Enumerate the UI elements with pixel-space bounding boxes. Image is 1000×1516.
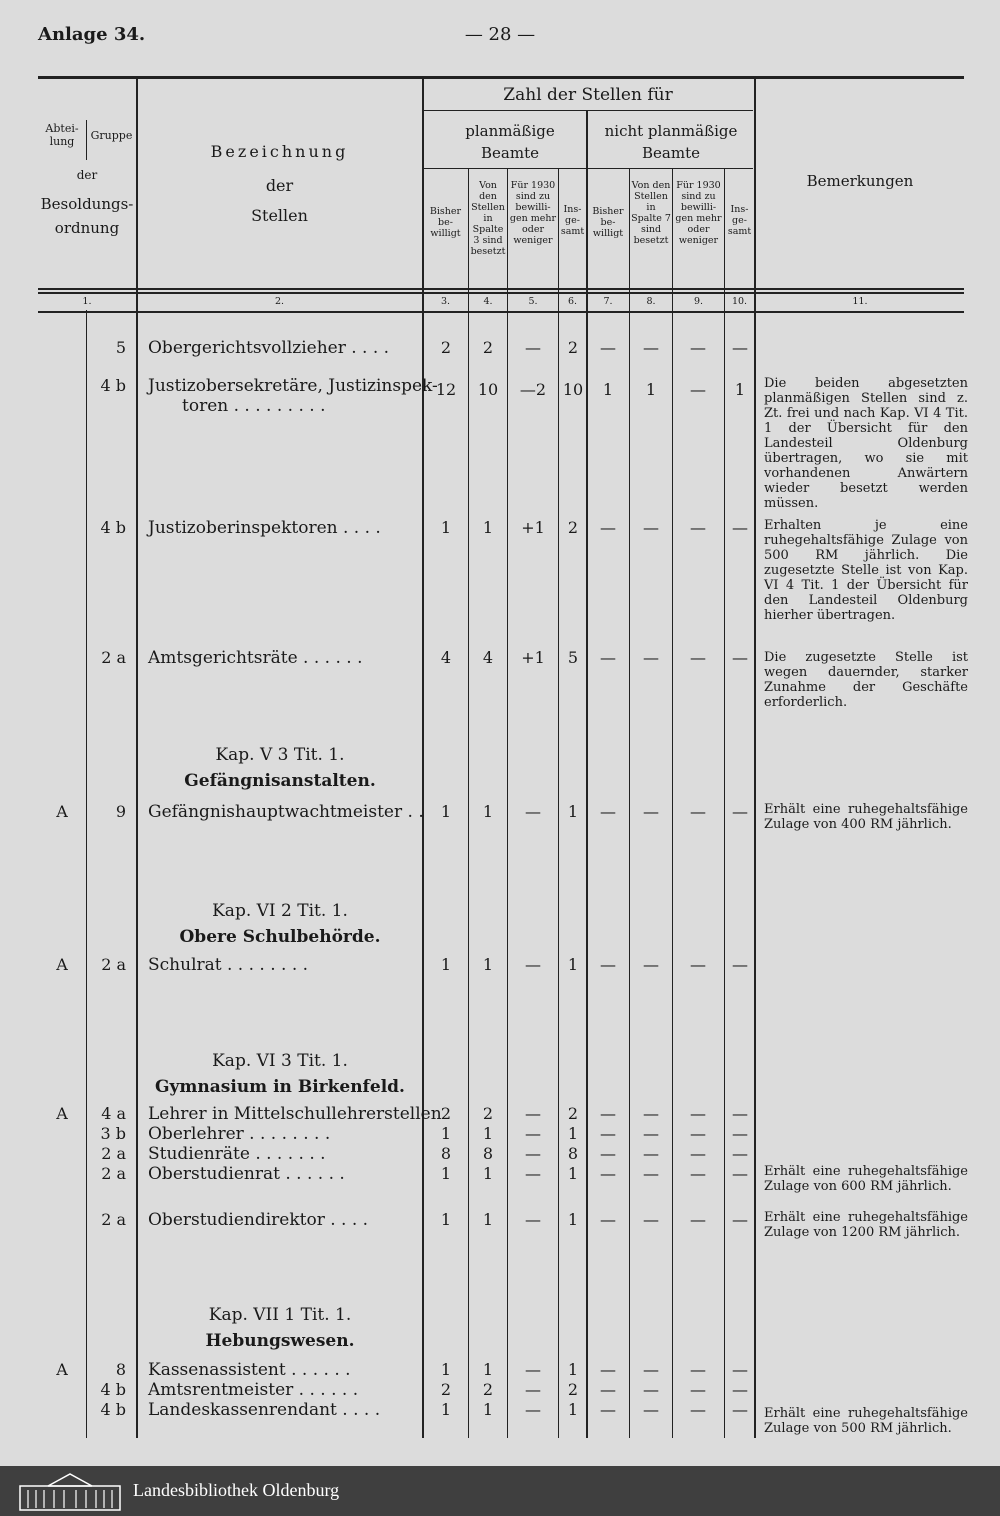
- gruppe-cell: 4 b: [100, 1380, 126, 1399]
- position-name: Lehrer in Mittelschullehrerstellen: [148, 1104, 442, 1124]
- abteilung-cell: A: [56, 1104, 68, 1123]
- header-planm: planmäßige Beamte: [465, 122, 555, 162]
- library-building-icon: [18, 1472, 122, 1512]
- header-fuer1930-2: Für 1930 sind zu bewilli-gen mehr oder weniger: [675, 180, 722, 246]
- value-cell: 1: [567, 1360, 579, 1379]
- value-cell: —: [600, 1360, 616, 1379]
- value-cell: 1: [440, 1164, 452, 1183]
- value-cell: —: [525, 338, 541, 357]
- value-cell: —: [690, 1144, 706, 1163]
- gruppe-cell: 8: [115, 1360, 126, 1379]
- header-bisher-2: Bisher be-willigt: [592, 206, 624, 239]
- header-der: der: [76, 168, 98, 182]
- value-cell: —: [643, 1400, 659, 1419]
- value-cell: —: [690, 1104, 706, 1123]
- value-cell: 1: [602, 380, 614, 399]
- value-cell: 8: [482, 1144, 494, 1163]
- value-cell: —: [643, 1360, 659, 1379]
- position-name: Kassenassistent . . . . . .: [148, 1360, 351, 1380]
- header-bottom-rule: [38, 288, 964, 290]
- value-cell: —: [600, 1380, 616, 1399]
- header-besoldung: Besoldungs-ordnung: [40, 195, 134, 237]
- value-cell: —: [600, 518, 616, 537]
- gruppe-cell: 3 b: [100, 1124, 126, 1143]
- position-name-cont: toren . . . . . . . . .: [182, 396, 326, 416]
- position-name: Gefängnishauptwachtmeister . .: [148, 802, 424, 822]
- position-name: Landeskassenrendant . . . .: [148, 1400, 381, 1420]
- value-cell: —: [643, 955, 659, 974]
- section-heading: [140, 1302, 420, 1354]
- value-cell: 1: [567, 1164, 579, 1183]
- value-cell: —: [600, 1210, 616, 1229]
- value-cell: —: [690, 518, 706, 537]
- value-cell: —: [690, 955, 706, 974]
- value-cell: 1: [440, 1400, 452, 1419]
- header-nichtplanm: nicht planmäßige Beamte: [604, 122, 738, 162]
- library-name: Landesbibliothek Oldenburg: [133, 1480, 340, 1500]
- value-cell: —: [525, 955, 541, 974]
- value-cell: 2: [440, 1380, 452, 1399]
- value-cell: —: [732, 955, 748, 974]
- value-cell: 1: [482, 1360, 494, 1379]
- value-cell: —: [600, 802, 616, 821]
- value-cell: —2: [519, 380, 547, 399]
- colnum-3: 3.: [440, 296, 451, 307]
- value-cell: 1: [482, 1400, 494, 1419]
- remark-text: Die beiden abgesetzten planmäßigen Stellen sind z. Zt. frei und nach Kap. VI 4 Tit. 1 der Übersicht für den Landesteil Oldenburg übertragen, wo sie mit vorhandenen Anwärtern wieder besetzt werden müssen.: [764, 376, 968, 511]
- value-cell: —: [732, 1380, 748, 1399]
- header-bezeichnung-der: der: [265, 176, 294, 195]
- value-cell: —: [643, 648, 659, 667]
- section-heading: [140, 1048, 420, 1100]
- position-name: Amtsrentmeister . . . . . .: [148, 1380, 359, 1400]
- value-cell: 4: [482, 648, 494, 667]
- section-kap: Kap. VI 2 Tit. 1.: [212, 901, 348, 921]
- colnum-10: 10.: [731, 296, 748, 307]
- value-cell: —: [732, 1124, 748, 1143]
- value-cell: 4: [440, 648, 452, 667]
- value-cell: 5: [567, 648, 579, 667]
- value-cell: 10: [562, 380, 584, 399]
- value-cell: —: [643, 1124, 659, 1143]
- value-cell: 2: [440, 338, 452, 357]
- planm-rule: [423, 168, 753, 169]
- gruppe-cell: 5: [115, 338, 126, 357]
- value-cell: 1: [440, 802, 452, 821]
- value-cell: —: [600, 1124, 616, 1143]
- header-abteilung: Abtei-lung: [45, 122, 79, 148]
- value-cell: —: [525, 1380, 541, 1399]
- position-name: Justizobersekretäre, Justizinspek-: [148, 376, 438, 396]
- position-name: Amtsgerichtsräte . . . . . .: [148, 648, 363, 668]
- position-name: Justizoberinspektoren . . . .: [148, 518, 381, 538]
- remark-text: Erhält eine ruhegehaltsfähige Zulage von 400 RM jährlich.: [764, 802, 968, 832]
- value-cell: —: [525, 1400, 541, 1419]
- colnum-7: 7.: [603, 296, 613, 307]
- value-cell: —: [525, 1164, 541, 1183]
- value-cell: 12: [435, 380, 457, 399]
- value-cell: 2: [567, 518, 579, 537]
- value-cell: 1: [567, 1210, 579, 1229]
- value-cell: —: [600, 648, 616, 667]
- value-cell: 10: [477, 380, 499, 399]
- value-cell: —: [732, 648, 748, 667]
- gruppe-cell: 4 b: [100, 1400, 126, 1419]
- col-line-11: [754, 78, 756, 1438]
- col-line-7: [586, 110, 588, 1438]
- value-cell: —: [600, 955, 616, 974]
- colnum-9: 9.: [693, 296, 704, 307]
- value-cell: —: [732, 802, 748, 821]
- value-cell: —: [732, 1210, 748, 1229]
- gruppe-cell: 2 a: [101, 1144, 126, 1163]
- value-cell: —: [643, 518, 659, 537]
- value-cell: 1: [440, 1124, 452, 1143]
- zahl-rule: [423, 110, 753, 111]
- gruppe-cell: 2 a: [101, 1164, 126, 1183]
- section-title: Gymnasium in Birkenfeld.: [155, 1077, 405, 1097]
- gruppe-cell: 2 a: [101, 1210, 126, 1229]
- value-cell: —: [643, 1210, 659, 1229]
- header-von-3: Von den Stellen in Spalte 3 sind besetzt: [470, 180, 506, 257]
- value-cell: —: [525, 1360, 541, 1379]
- value-cell: 8: [440, 1144, 452, 1163]
- colnum-2: 2.: [274, 296, 285, 307]
- value-cell: 1: [645, 380, 657, 399]
- header-gruppe: Gruppe: [90, 129, 133, 142]
- section-kap: Kap. VII 1 Tit. 1.: [208, 1305, 352, 1325]
- value-cell: 2: [567, 338, 579, 357]
- value-cell: —: [600, 1144, 616, 1163]
- value-cell: —: [600, 338, 616, 357]
- value-cell: —: [690, 802, 706, 821]
- value-cell: —: [690, 1380, 706, 1399]
- position-name: Studienräte . . . . . . .: [148, 1144, 326, 1164]
- header-bottom-rule-2: [38, 292, 964, 294]
- value-cell: +1: [521, 648, 545, 667]
- value-cell: —: [643, 338, 659, 357]
- value-cell: —: [525, 1104, 541, 1123]
- value-cell: 1: [482, 1164, 494, 1183]
- value-cell: 2: [482, 1380, 494, 1399]
- value-cell: —: [643, 1104, 659, 1123]
- value-cell: —: [732, 1144, 748, 1163]
- abteilung-cell: A: [56, 955, 68, 974]
- value-cell: 1: [567, 955, 579, 974]
- value-cell: 8: [567, 1144, 579, 1163]
- header-insgesamt-2: Ins-ge-samt: [727, 204, 752, 237]
- value-cell: 2: [567, 1104, 579, 1123]
- value-cell: 1: [567, 802, 579, 821]
- header-fuer1930: Für 1930 sind zu bewilli-gen mehr oder weniger: [509, 180, 557, 246]
- position-name: Obergerichtsvollzieher . . . .: [148, 338, 390, 358]
- value-cell: 2: [482, 338, 494, 357]
- colnum-1: 1.: [82, 296, 92, 307]
- value-cell: —: [643, 1380, 659, 1399]
- value-cell: —: [732, 1164, 748, 1183]
- gruppe-cell: 2 a: [101, 648, 126, 667]
- col-line-3: [422, 78, 424, 1438]
- value-cell: 1: [482, 1124, 494, 1143]
- header-zahl: Zahl der Stellen für: [503, 85, 673, 105]
- gruppe-cell: 4 a: [101, 1104, 126, 1123]
- gruppe-cell: 4 b: [100, 376, 126, 395]
- value-cell: —: [732, 1400, 748, 1419]
- header-von-7: Von den Stellen in Spalte 7 sind besetzt: [631, 180, 671, 246]
- value-cell: 1: [567, 1124, 579, 1143]
- value-cell: —: [600, 1400, 616, 1419]
- remark-text: Die zugesetzte Stelle ist wegen dauernder, starker Zunahme der Geschäfte erforderlich.: [764, 650, 968, 710]
- abteilung-cell: A: [56, 1360, 68, 1379]
- value-cell: —: [690, 1124, 706, 1143]
- value-cell: —: [525, 802, 541, 821]
- value-cell: 1: [482, 518, 494, 537]
- colnum-6: 6.: [567, 296, 578, 307]
- value-cell: —: [643, 1164, 659, 1183]
- value-cell: —: [732, 338, 748, 357]
- section-kap: Kap. VI 3 Tit. 1.: [212, 1051, 348, 1071]
- value-cell: 1: [440, 955, 452, 974]
- value-cell: 1: [440, 518, 452, 537]
- header-bisher: Bisher be-willigt: [429, 206, 462, 239]
- section-heading: [140, 898, 420, 950]
- value-cell: —: [525, 1144, 541, 1163]
- value-cell: 2: [567, 1380, 579, 1399]
- gruppe-cell: 4 b: [100, 518, 126, 537]
- header-stellen: Stellen: [251, 206, 308, 225]
- section-title: Hebungswesen.: [205, 1331, 355, 1351]
- colnum-5: 5.: [528, 296, 538, 307]
- colnum-11: 11.: [852, 296, 868, 307]
- value-cell: 1: [482, 955, 494, 974]
- remark-text: Erhält eine ruhegehaltsfähige Zulage von 600 RM jährlich.: [764, 1164, 968, 1194]
- value-cell: —: [690, 1400, 706, 1419]
- value-cell: 1: [567, 1400, 579, 1419]
- value-cell: —: [643, 802, 659, 821]
- value-cell: —: [732, 1360, 748, 1379]
- value-cell: 1: [440, 1210, 452, 1229]
- value-cell: —: [600, 1104, 616, 1123]
- appendix-label: Anlage 34.: [38, 24, 146, 45]
- value-cell: 1: [482, 802, 494, 821]
- position-name: Oberstudienrat . . . . . .: [148, 1164, 345, 1184]
- value-cell: —: [600, 1164, 616, 1183]
- footer-bar: [0, 1466, 1000, 1516]
- abteilung-cell: A: [56, 802, 68, 821]
- page-number: — 28 —: [464, 24, 536, 45]
- numbers-bottom-rule: [38, 311, 964, 313]
- value-cell: 1: [440, 1360, 452, 1379]
- value-cell: —: [732, 518, 748, 537]
- value-cell: —: [525, 1124, 541, 1143]
- remark-text: Erhalten je eine ruhegehaltsfähige Zulage von 500 RM jährlich. Die zugesetzte Stelle ist von Kap. VI 4 Tit. 1 der Übersicht für den Landesteil Oldenburg hierher übertragen.: [764, 518, 968, 623]
- header-bezeichnung: Bezeichnung: [210, 142, 349, 161]
- value-cell: 2: [482, 1104, 494, 1123]
- header-insgesamt: Ins-ge-samt: [560, 204, 585, 237]
- value-cell: —: [690, 648, 706, 667]
- value-cell: —: [525, 1210, 541, 1229]
- value-cell: 2: [440, 1104, 452, 1123]
- remark-text: Erhält eine ruhegehaltsfähige Zulage von 500 RM jährlich.: [764, 1406, 968, 1436]
- value-cell: —: [690, 380, 706, 399]
- position-name: Oberstudiendirektor . . . .: [148, 1210, 369, 1230]
- col-line-8: [629, 168, 630, 1438]
- header-bemerkungen: Bemerkungen: [806, 172, 914, 190]
- section-heading: [140, 742, 420, 794]
- section-title: Obere Schulbehörde.: [179, 927, 381, 947]
- value-cell: 1: [734, 380, 746, 399]
- position-name: Oberlehrer . . . . . . . .: [148, 1124, 331, 1144]
- gruppe-cell: 2 a: [101, 955, 126, 974]
- value-cell: —: [690, 1210, 706, 1229]
- value-cell: —: [690, 338, 706, 357]
- colnum-8: 8.: [646, 296, 656, 307]
- value-cell: —: [732, 1104, 748, 1123]
- value-cell: +1: [521, 518, 545, 537]
- col-line-gruppe: [86, 310, 87, 1438]
- section-title: Gefängnisanstalten.: [184, 771, 376, 791]
- value-cell: —: [643, 1144, 659, 1163]
- section-kap: Kap. V 3 Tit. 1.: [215, 745, 345, 765]
- col-line-9: [672, 168, 673, 1438]
- gruppe-cell: 9: [115, 802, 126, 821]
- table-top-rule: [38, 76, 964, 79]
- value-cell: —: [690, 1164, 706, 1183]
- remark-text: Erhält eine ruhegehaltsfähige Zulage von 1200 RM jährlich.: [764, 1210, 968, 1240]
- position-name: Schulrat . . . . . . . .: [148, 955, 309, 975]
- col-line-2: [136, 78, 138, 1438]
- colnum-4: 4.: [483, 296, 493, 307]
- value-cell: —: [690, 1360, 706, 1379]
- value-cell: 1: [482, 1210, 494, 1229]
